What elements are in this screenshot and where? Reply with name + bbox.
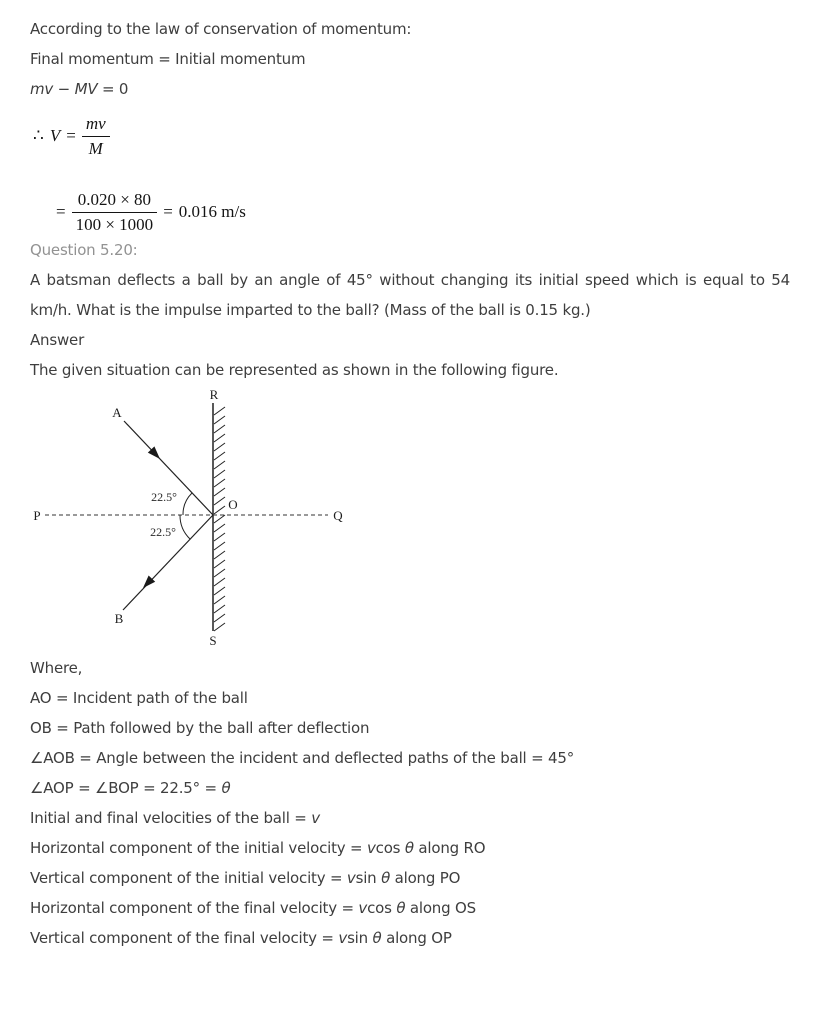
var-mv: mv <box>30 80 54 98</box>
lower-angle-arc <box>180 515 190 539</box>
label-S: S <box>209 633 217 648</box>
answer-label: Answer <box>30 331 85 349</box>
fraction-denominator: 100 × 1000 <box>75 215 154 234</box>
question-heading: Question 5.20: <box>30 241 138 259</box>
cos-function: cos <box>375 839 405 857</box>
text-suffix: along OS <box>405 899 476 917</box>
velocities-line <box>30 803 790 833</box>
deflection-diagram-svg <box>30 385 400 653</box>
vertical-final-line <box>30 923 790 953</box>
aop-prefix: ∠AOP = ∠BOP = 22.5° = <box>30 779 222 797</box>
velocities-prefix: Initial and final velocities of the ball = <box>30 809 312 827</box>
text-suffix: along OP <box>381 929 452 947</box>
var-v: v <box>366 839 376 857</box>
wall-hatching <box>214 407 225 631</box>
horizontal-final-line <box>30 893 790 923</box>
aop-angle-definition <box>30 773 790 803</box>
text-suffix: along PO <box>390 869 461 887</box>
result-value: 0.016 m/s <box>178 202 246 221</box>
vertical-initial-line <box>30 863 790 893</box>
figure-intro: The given situation can be represented as shown in the following figure. <box>30 361 559 379</box>
theta-symbol: θ <box>221 779 231 797</box>
law-statement: According to the law of conservation of momentum: <box>30 20 412 38</box>
formula-numeric-result <box>56 189 790 235</box>
theta-symbol: θ <box>404 839 414 857</box>
horizontal-initial-line <box>30 833 790 863</box>
text-prefix: Horizontal component of the final velocity = <box>30 899 359 917</box>
where-label: Where, <box>30 659 83 677</box>
deflection-figure <box>30 385 790 653</box>
theta-symbol: θ <box>372 929 382 947</box>
momentum-equality: Final momentum = Initial momentum <box>30 50 306 68</box>
question-body: A batsman deflects a ball by an angle of 45° without changing its initial speed which is equal to 54 km/h. What is the impulse imparted to the ball? (Mass of the ball is 0.15 kg.) <box>30 271 790 319</box>
ao-definition: AO = Incident path of the ball <box>30 689 248 707</box>
label-O: O <box>228 497 238 512</box>
cos-function: cos <box>367 899 397 917</box>
equals-sign: = <box>66 126 76 145</box>
theta-symbol: θ <box>396 899 406 917</box>
fraction-numeric <box>72 189 158 235</box>
momentum-equation <box>30 74 790 104</box>
equation-rest: = 0 <box>97 80 129 98</box>
fraction-mv-over-M <box>82 113 110 159</box>
sin-function: sin <box>355 869 382 887</box>
text-prefix: Vertical component of the final velocity = <box>30 929 339 947</box>
theta-symbol: θ <box>381 869 391 887</box>
therefore-symbol: ∴ <box>33 126 44 145</box>
ob-definition: OB = Path followed by the ball after deflection <box>30 719 370 737</box>
minus-op: − <box>53 80 75 98</box>
fraction-denominator: M <box>88 139 103 158</box>
equals-sign: = <box>163 202 173 221</box>
aob-angle-definition: ∠AOB = Angle between the incident and deflected paths of the ball = 45° <box>30 749 575 767</box>
var-V: V <box>49 126 61 145</box>
label-Q: Q <box>333 508 343 523</box>
lower-angle-label: 22.5° <box>150 525 176 539</box>
var-v: v <box>358 899 368 917</box>
var-v: v <box>346 869 356 887</box>
sin-function: sin <box>347 929 373 947</box>
fraction-numerator: mv <box>82 113 110 137</box>
label-A: A <box>112 405 122 420</box>
equals-sign: = <box>56 202 66 221</box>
var-v: v <box>338 929 348 947</box>
upper-angle-label: 22.5° <box>151 490 177 504</box>
label-R: R <box>209 387 219 402</box>
text-prefix: Vertical component of the initial velocity = <box>30 869 347 887</box>
label-P: P <box>33 508 41 523</box>
formula-V-equals-mv-over-M <box>33 113 790 159</box>
var-MV: MV <box>74 80 98 98</box>
text-suffix: along RO <box>413 839 486 857</box>
fraction-numerator: 0.020 × 80 <box>72 189 158 213</box>
text-prefix: Horizontal component of the initial velocity = <box>30 839 367 857</box>
upper-angle-arc <box>183 493 192 515</box>
var-v: v <box>311 809 320 827</box>
label-B: B <box>114 611 124 626</box>
